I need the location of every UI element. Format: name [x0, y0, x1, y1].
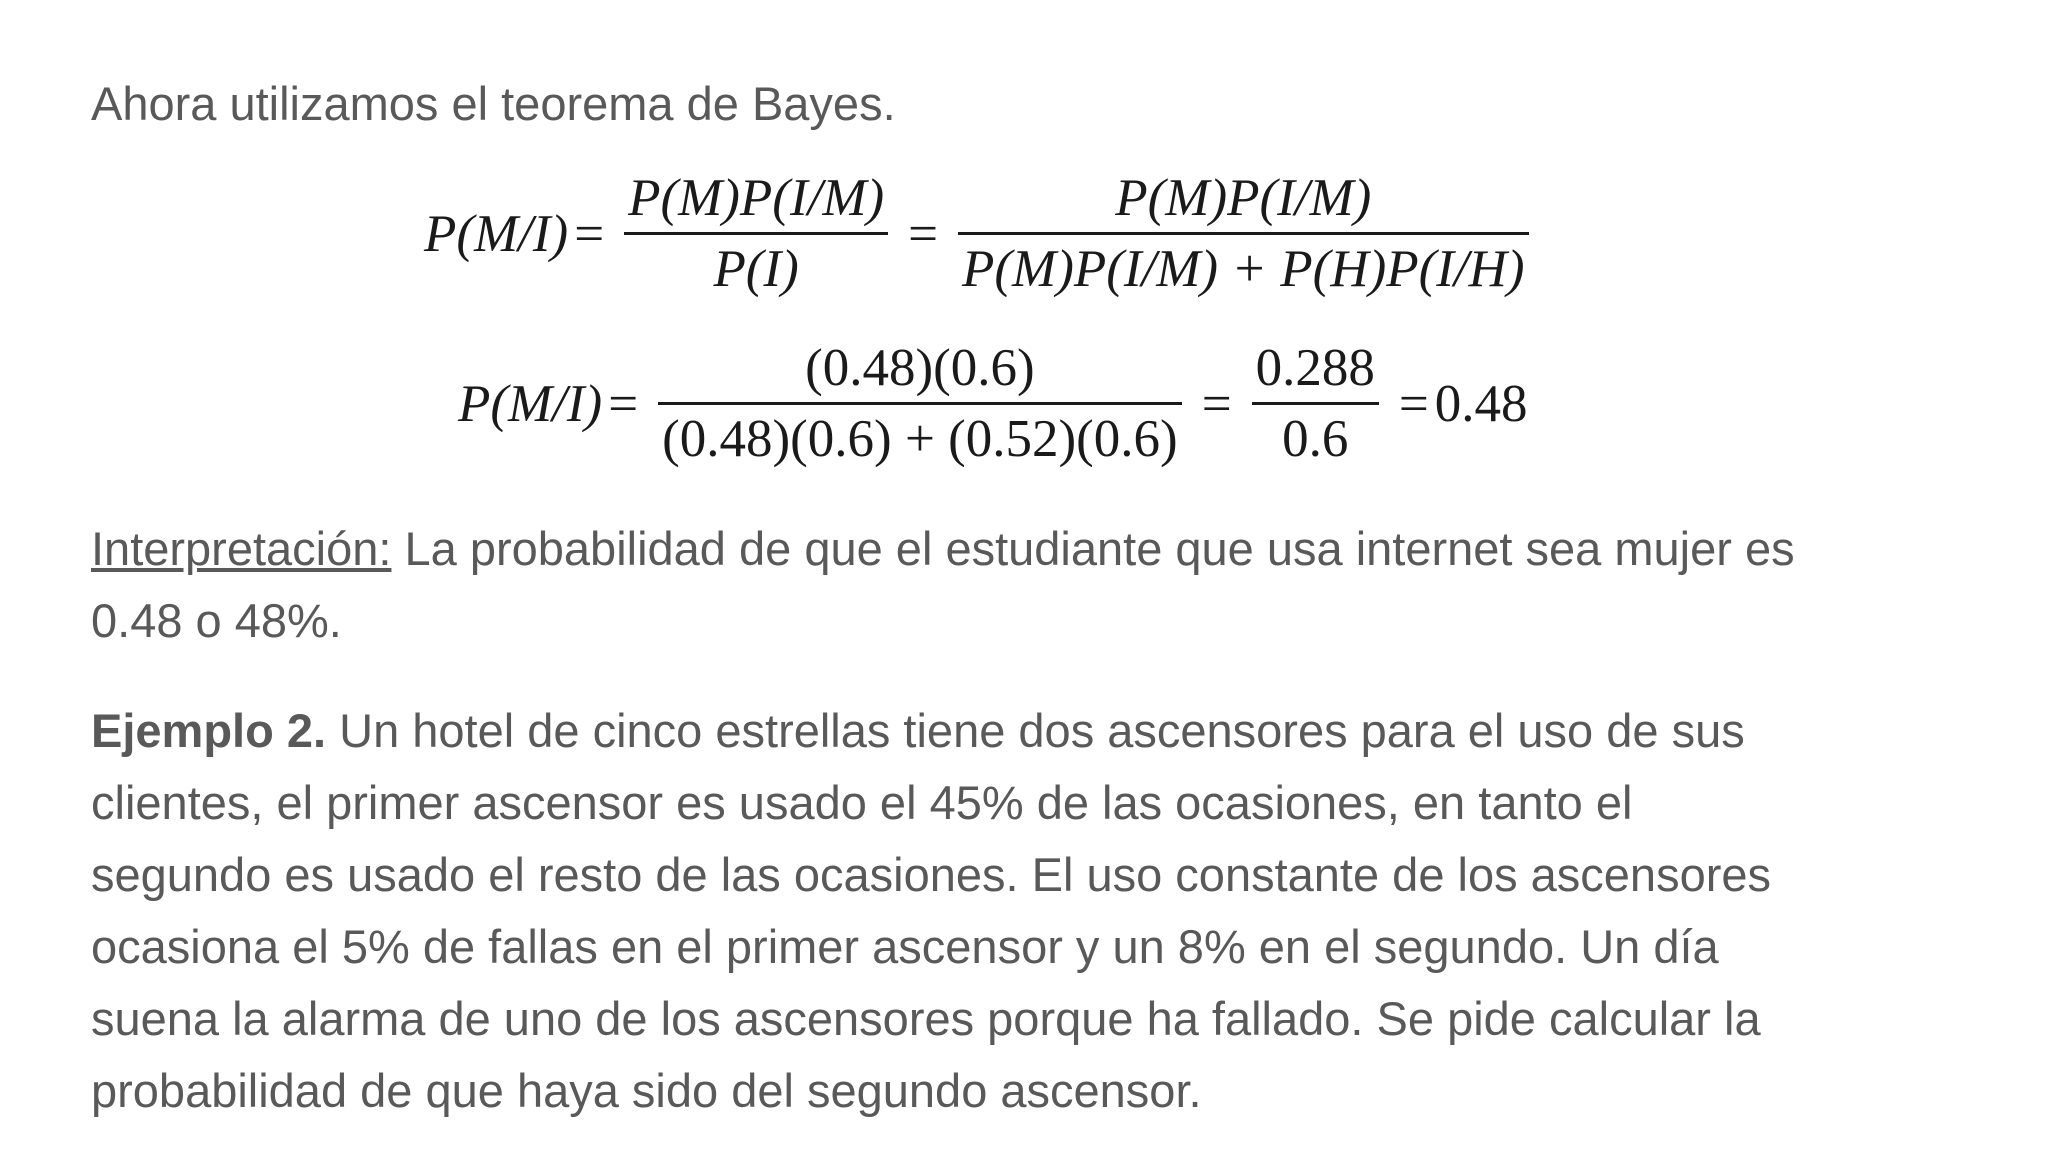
example-line: suena la alarma de uno de los ascensores porque ha fallado. Se pide calcular la [91, 992, 1761, 1045]
equals-sign: = [608, 374, 639, 433]
equals-sign: = [908, 204, 939, 263]
equals-sign: = [1398, 374, 1429, 433]
fraction [1252, 336, 1379, 471]
example-text: Un hotel de cinco estrellas tiene dos ascensores para el uso de sus [326, 704, 1745, 757]
intro-text: Ahora utilizamos el teorema de Bayes. [91, 77, 896, 130]
interpretation-text: La probabilidad de que el estudiante que usa internet sea mujer es [391, 522, 1795, 575]
bayes-formula [424, 166, 1543, 301]
example-line: clientes, el primer ascensor es usado el 45% de las ocasiones, en tanto el [91, 776, 1633, 829]
equals-sign: = [1201, 374, 1232, 433]
example-line: probabilidad de que haya sido del segundo ascensor. [91, 1064, 1202, 1117]
fraction-denominator: 0.6 [1282, 410, 1349, 468]
equals-sign: = [574, 204, 605, 263]
interpretation-line [91, 513, 1795, 585]
fraction [958, 166, 1529, 301]
fraction-numerator: P(M)P(I/M) [1115, 169, 1372, 227]
interpretation-paragraph [91, 513, 1795, 657]
bayes-calculation [458, 336, 1527, 471]
fraction-denominator: (0.48)(0.6) + (0.52)(0.6) [662, 410, 1178, 468]
example-paragraph [91, 695, 1771, 1127]
fraction-numerator: (0.48)(0.6) [805, 339, 1035, 397]
fraction-numerator: P(M)P(I/M) [628, 169, 885, 227]
example-line: ocasiona el 5% de fallas en el primer ascensor y un 8% en el segundo. Un día [91, 920, 1719, 973]
example-label: Ejemplo 2. [91, 704, 327, 757]
fraction-denominator: P(I) [713, 240, 799, 298]
formula-lhs: P(M/I) [458, 374, 603, 433]
interpretation-label: Interpretación: [91, 522, 392, 575]
fraction-numerator: 0.288 [1255, 339, 1375, 397]
formula-result: 0.48 [1434, 374, 1528, 433]
formula-lhs: P(M/I) [424, 204, 569, 263]
example-line [91, 695, 1771, 767]
interpretation-line: 0.48 o 48%. [91, 594, 342, 647]
fraction [658, 336, 1182, 471]
fraction-denominator: P(M)P(I/M) + P(H)P(I/H) [962, 240, 1525, 298]
fraction [624, 166, 888, 301]
example-line: segundo es usado el resto de las ocasiones. El uso constante de los ascensores [91, 848, 1771, 901]
